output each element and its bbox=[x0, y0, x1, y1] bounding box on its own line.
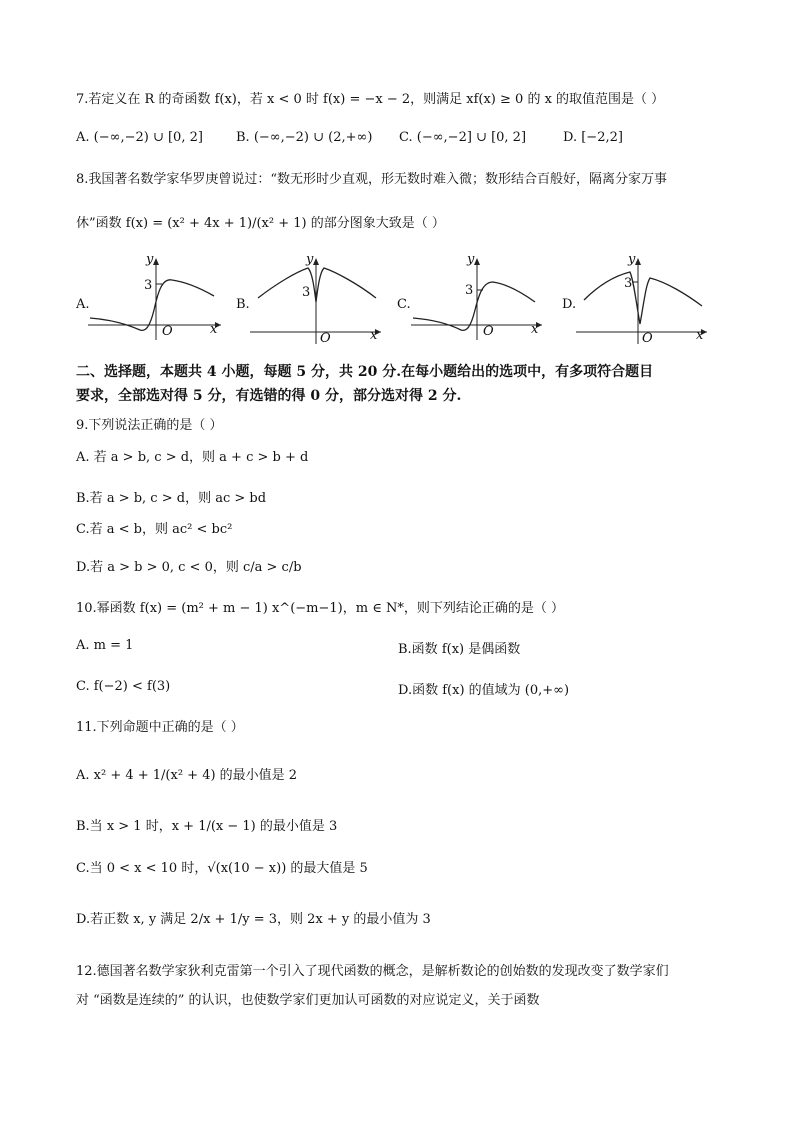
q9-option-b: B.若 a > b, c > d，则 ac > bd bbox=[76, 491, 267, 506]
q11-option-a: A. x² + 4 + 1/(x² + 4) 的最小值是 2 bbox=[76, 768, 298, 783]
tick-label: 3 bbox=[465, 283, 474, 298]
q9-option-c: C.若 a < b，则 ac² < bc² bbox=[76, 522, 233, 537]
tick-label: 3 bbox=[624, 276, 633, 291]
q11-stem: 11.下列命题中正确的是（ ） bbox=[76, 720, 244, 735]
y-label: y bbox=[628, 252, 636, 267]
q8-graph-d bbox=[562, 252, 712, 348]
x-label: x bbox=[696, 328, 704, 343]
y-label: y bbox=[146, 252, 154, 267]
origin-label: O bbox=[483, 324, 494, 339]
y-axis-arrow bbox=[153, 258, 159, 265]
y-label: y bbox=[467, 252, 475, 267]
q7-option-c: C. (−∞,−2] ∪ [0, 2] bbox=[399, 130, 527, 145]
x-label: x bbox=[370, 328, 378, 343]
y-label: y bbox=[306, 252, 314, 267]
graph-option-letter: D. bbox=[562, 297, 577, 312]
q10-option-b: B.函数 f(x) 是偶函数 bbox=[398, 642, 521, 657]
q7-stem: 7.若定义在 R 的奇函数 f(x)，若 x < 0 时 f(x) = −x − 2，则满足 xf(x) ≥ 0 的 x 的取值范围是（ ） bbox=[76, 92, 665, 107]
q10-option-a: A. m = 1 bbox=[76, 638, 134, 653]
curve bbox=[258, 268, 376, 302]
graph-d-plot bbox=[562, 252, 712, 348]
q12-line1: 12.德国著名数学家狄利克雷第一个引入了现代函数的概念，是解析数论的创始数的发现改变了数学家们 bbox=[76, 964, 669, 979]
q9-stem: 9.下列说法正确的是（ ） bbox=[76, 418, 223, 433]
curve bbox=[584, 272, 702, 324]
q8-stem-line1: 8.我国著名数学家华罗庚曾说过：“数无形时少直观，形无数时难入微；数形结合百般好，隔离分家万事 bbox=[76, 172, 668, 187]
y-axis-arrow bbox=[313, 258, 319, 265]
graph-option-letter: B. bbox=[236, 297, 250, 312]
x-label: x bbox=[531, 322, 539, 337]
q10-option-c: C. f(−2) < f(3) bbox=[76, 679, 171, 694]
graph-option-letter: C. bbox=[397, 297, 411, 312]
tick-label: 3 bbox=[302, 285, 311, 300]
graph-option-letter: A. bbox=[76, 297, 90, 312]
origin-label: O bbox=[162, 324, 173, 339]
q10-stem: 10.幂函数 f(x) = (m² + m − 1) x^(−m−1)，m ∈ N*，则下列结论正确的是（ ） bbox=[76, 601, 564, 616]
q8-stem-line2: 休”函数 f(x) = (x² + 4x + 1)/(x² + 1) 的部分图象大致是（ ） bbox=[76, 216, 445, 231]
q7-option-b: B. (−∞,−2) ∪ (2,+∞) bbox=[236, 130, 373, 145]
q7-option-d: D. [−2,2] bbox=[563, 130, 623, 145]
q11-option-b: B.当 x > 1 时，x + 1/(x − 1) 的最小值是 3 bbox=[76, 819, 338, 834]
x-label: x bbox=[210, 322, 218, 337]
q11-option-d: D.若正数 x, y 满足 2/x + 1/y = 3，则 2x + y 的最小值为 3 bbox=[76, 912, 431, 927]
q8-graph-c bbox=[397, 252, 547, 348]
section2-line1: 二、选择题，本题共 4 小题，每题 5 分，共 20 分.在每小题给出的选项中，有多项符合题目 bbox=[76, 364, 654, 380]
q10-option-d: D.函数 f(x) 的值域为 (0,+∞) bbox=[398, 683, 570, 698]
q9-option-a: A. 若 a > b, c > d，则 a + c > b + d bbox=[76, 450, 309, 465]
origin-label: O bbox=[642, 331, 653, 346]
q8-graph-b bbox=[236, 252, 386, 348]
q12-line2: 对 “函数是连续的” 的认识，也使数学家们更加认可函数的对应说定义，关于函数 bbox=[76, 993, 540, 1008]
origin-label: O bbox=[320, 331, 331, 346]
y-axis-arrow bbox=[635, 258, 641, 265]
curve bbox=[413, 282, 535, 330]
q7-option-a: A. (−∞,−2) ∪ [0, 2] bbox=[76, 130, 203, 145]
q8-graph-a bbox=[76, 252, 226, 348]
q9-option-d: D.若 a > b > 0, c < 0，则 c/a > c/b bbox=[76, 560, 302, 575]
y-axis-arrow bbox=[474, 258, 480, 265]
section2-line2: 要求，全部选对得 5 分，有选错的得 0 分，部分选对得 2 分. bbox=[76, 388, 462, 404]
tick-label: 3 bbox=[144, 278, 153, 293]
q11-option-c: C.当 0 < x < 10 时，√(x(10 − x)) 的最大值是 5 bbox=[76, 861, 368, 876]
